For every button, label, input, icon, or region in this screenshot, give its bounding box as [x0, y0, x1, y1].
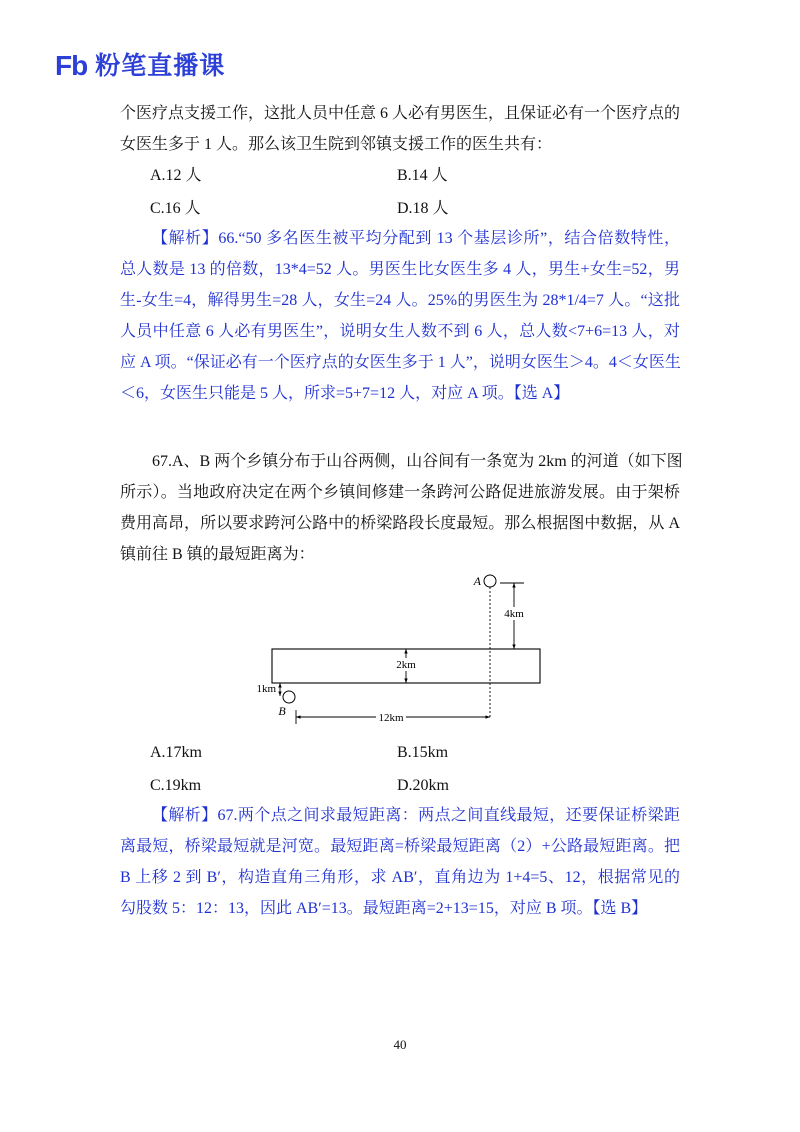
options-row: [0, 736, 800, 769]
question-67-stem: [120, 446, 683, 570]
b-to-river-label: 1km: [256, 683, 276, 695]
analysis-line: ＜6，女医生只能是 5 人，所求=5+7=12 人，对应 A 项。【选 A】: [120, 385, 570, 402]
analysis-line: 离最短，桥梁最短就是河宽。最短距离=桥梁最短距离（2）+公路最短距离。把: [120, 838, 680, 855]
question-66-stem: [120, 98, 680, 160]
brand-name: 粉笔直播课: [95, 51, 226, 80]
options-row: [0, 769, 800, 802]
stem-line: 个医疗点支援工作，这批人员中任意 6 人必有男医生，且保证必有一个医疗点的: [120, 105, 681, 122]
logo-mark: Fb: [55, 50, 88, 81]
analysis-line: B 上移 2 到 B′，构造直角三角形，求 AB′，直角边为 1+4=5、12，根据常见的: [120, 869, 680, 886]
analysis-line: 应 A 项。“保证必有一个医疗点的女医生多于 1 人”，说明女医生＞4。4＜女医生: [120, 354, 681, 371]
analysis-line: 总人数是 13 的倍数，13*4=52 人。男医生比女医生多 4 人，男生+女生=52，男: [120, 261, 680, 278]
river-diagram: [250, 568, 550, 733]
point-a-label: A: [473, 574, 481, 588]
river-width-label: 2km: [396, 659, 416, 671]
options-row: [0, 159, 800, 192]
stem-line: 67.A、B 两个乡镇分布于山谷两侧，山谷间有一条宽为 2km 的河道（如下图: [152, 453, 683, 470]
option-d: D.18 人: [397, 200, 449, 217]
question-66-analysis: [120, 223, 680, 409]
analysis-line: 勾股数 5：12：13，因此 AB′=13。最短距离=2+13=15，对应 B 项。【选 B】: [120, 900, 648, 917]
option-b: B.15km: [397, 744, 449, 761]
option-c: C.16 人: [150, 200, 201, 217]
option-d: D.20km: [397, 777, 449, 794]
question-67-options: [0, 736, 800, 802]
analysis-line: 【解析】67.两个点之间求最短距离：两点之间直线最短，还要保证桥梁距: [152, 807, 680, 824]
page-number: 40: [393, 1037, 407, 1052]
point-b-circle: [283, 691, 295, 703]
option-a: A.17km: [150, 744, 202, 761]
stem-line: 所示）。当地政府决定在两个乡镇间修建一条跨河公路促进旅游发展。由于架桥: [120, 484, 680, 501]
question-66-options: [0, 159, 800, 225]
analysis-line: 人员中任意 6 人必有男医生”，说明女生人数不到 6 人，总人数<7+6=13 人，对: [120, 323, 680, 340]
horizontal-distance-label: 12km: [378, 712, 404, 724]
a-to-river-label: 4km: [504, 608, 524, 620]
analysis-line: 生-女生=4，解得男生=28 人，女生=24 人。25%的男医生为 28*1/4=7 人。“这批: [120, 292, 680, 309]
question-67-analysis: [120, 800, 680, 924]
stem-line: 镇前往 B 镇的最短距离为：: [120, 546, 315, 563]
option-a: A.12 人: [150, 167, 202, 184]
stem-line: 费用高昂，所以要求跨河公路中的桥梁路段长度最短。那么根据图中数据，从 A: [120, 515, 680, 532]
option-b: B.14 人: [397, 167, 448, 184]
point-b-label: B: [278, 704, 286, 718]
option-c: C.19km: [150, 777, 202, 794]
point-a-circle: [484, 575, 496, 587]
options-row: [0, 192, 800, 225]
stem-line: 女医生多于 1 人。那么该卫生院到邻镇支援工作的医生共有：: [120, 136, 553, 153]
analysis-line: 【解析】66.“50 多名医生被平均分配到 13 个基层诊所”，结合倍数特性，: [152, 230, 680, 247]
brand-logo: [55, 50, 225, 82]
